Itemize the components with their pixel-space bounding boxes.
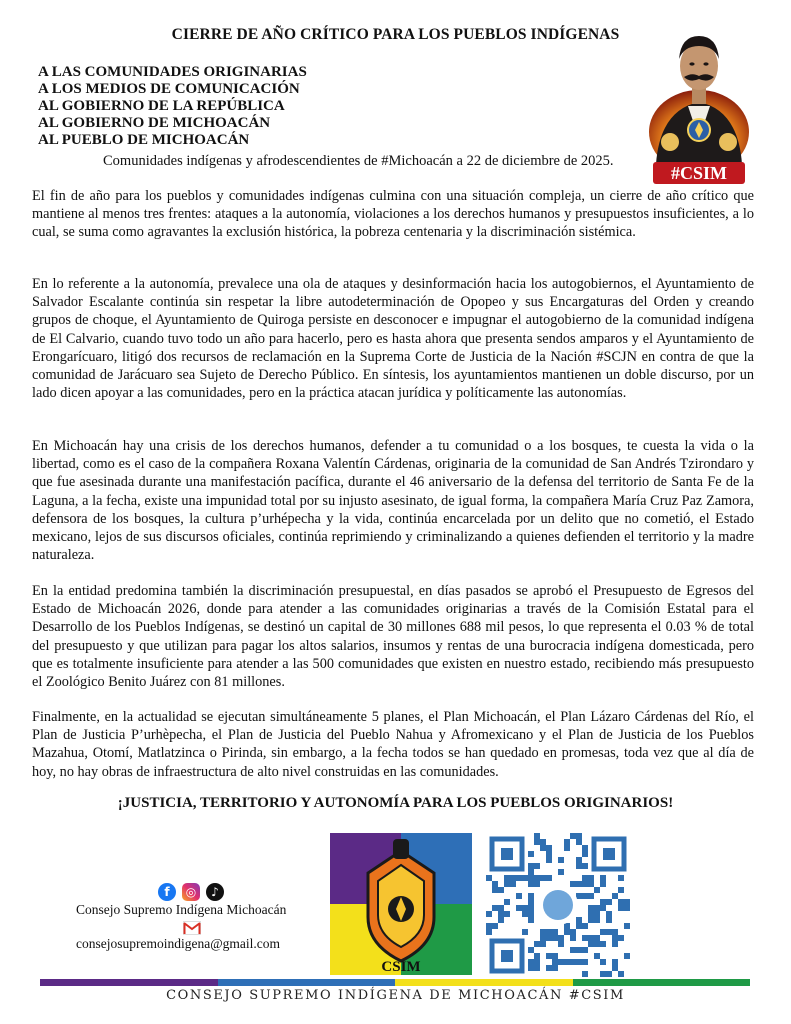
addressee-line: A LAS COMUNIDADES ORIGINARIAS (38, 64, 307, 80)
qr-cell (510, 881, 516, 887)
qr-cell (546, 845, 552, 851)
raised-fist-icon (393, 839, 409, 859)
qr-cell (546, 929, 552, 935)
qr-cell (564, 923, 570, 929)
qr-cell (528, 947, 534, 953)
qr-cell (528, 893, 534, 899)
qr-cell (546, 857, 552, 863)
qr-cell (498, 917, 504, 923)
qr-cell (600, 905, 606, 911)
qr-cell (540, 845, 546, 851)
qr-cell (570, 935, 576, 941)
qr-cell (588, 881, 594, 887)
qr-cell (594, 935, 600, 941)
qr-cell (570, 947, 576, 953)
qr-cell (528, 863, 534, 869)
qr-cell (528, 869, 534, 875)
qr-cell (552, 965, 558, 971)
qr-cell (606, 917, 612, 923)
qr-cell (618, 875, 624, 881)
document-title: CIERRE DE AÑO CRÍTICO PARA LOS PUEBLOS INDÍGENAS (171, 26, 620, 43)
qr-cell (534, 839, 540, 845)
qr-cell (504, 881, 510, 887)
paragraph: En lo referente a la autonomía, prevalece una ola de ataques y desinformación hacia los autogobiernos, el Ayuntamiento de Salvador Escalante continúa sin respetar la libre autodeterminación de Opopeo y sus Encargaturas del Orden y creando grupos de choque, el Ayuntamiento de Quiroga persiste en desconocer e impugnar el autogobierno de la comunidad indígena de El Calvario, cuando tuvo todo un año para hacerlo, pero es hasta ahora que presenta sendos amparos y el Ayuntamiento de Erongarícuaro, litigó dos recursos de reclamación en la Suprema Corte de Justicia de la Nación #SCJN en contra de que la comunidad de Jarácuaro sea Sujeto de Derecho Público. En síntesis, los ayuntamientos mantienen un doble discurso, por un lado dicen apoyar a las comunidades, pero en la práctica atacan jurídica y políticamente las autonomías. (32, 276, 754, 402)
qr-cell (582, 863, 588, 869)
qr-cell (582, 845, 588, 851)
qr-cell (486, 875, 492, 881)
qr-cell (618, 905, 624, 911)
qr-cell (600, 929, 606, 935)
tiktok-icon[interactable]: ♪ (206, 883, 224, 901)
facebook-icon[interactable]: f (158, 883, 176, 901)
qr-cell (582, 851, 588, 857)
flag-label: CSIM (381, 959, 421, 975)
qr-cell (522, 911, 528, 917)
qr-cell (558, 857, 564, 863)
qr-cell (624, 953, 630, 959)
qr-cell (600, 899, 606, 905)
qr-cell (576, 833, 582, 839)
qr-cell (594, 953, 600, 959)
qr-cell (588, 917, 594, 923)
qr-cell (570, 929, 576, 935)
qr-cell (588, 911, 594, 917)
qr-cell (522, 905, 528, 911)
qr-cell (582, 923, 588, 929)
qr-cell (618, 887, 624, 893)
slogan: ¡JUSTICIA, TERRITORIO Y AUTONOMÍA PARA LOS PUEBLOS ORIGINARIOS! (117, 795, 674, 811)
qr-cell (486, 911, 492, 917)
dateline: Comunidades indígenas y afrodescendientes de #Michoacán a 22 de diciembre de 2025. (103, 153, 614, 169)
gmail-icon (183, 921, 201, 935)
qr-cell (564, 845, 570, 851)
portrait-badge-text: #CSIM (670, 163, 728, 183)
qr-cell (594, 917, 600, 923)
qr-cell (552, 959, 558, 965)
qr-cell (612, 893, 618, 899)
csim-flag-logo (330, 833, 472, 975)
qr-cell (600, 881, 606, 887)
qr-cell (534, 965, 540, 971)
addressee-line: AL GOBIERNO DE LA REPÚBLICA (38, 98, 285, 114)
qr-cell (618, 935, 624, 941)
qr-cell (486, 923, 492, 929)
qr-cell (624, 905, 630, 911)
qr-cell (522, 929, 528, 935)
qr-cell (534, 875, 540, 881)
qr-cell (540, 941, 546, 947)
qr-cell (606, 929, 612, 935)
qr-cell (564, 959, 570, 965)
qr-cell (546, 953, 552, 959)
qr-cell (612, 935, 618, 941)
qr-cell (582, 935, 588, 941)
qr-cell (540, 875, 546, 881)
qr-cell (594, 905, 600, 911)
qr-cell (534, 941, 540, 947)
qr-cell (534, 953, 540, 959)
qr-cell (612, 959, 618, 965)
qr-cell (558, 869, 564, 875)
shield-emblem-icon (330, 833, 472, 975)
qr-cell (498, 905, 504, 911)
addressee-line: AL PUEBLO DE MICHOACÁN (38, 132, 250, 148)
qr-cell (534, 881, 540, 887)
qr-cell (492, 881, 498, 887)
footer-text: CONSEJO SUPREMO INDÍGENA DE MICHOACÁN #CSIM (166, 988, 625, 1003)
qr-cell (546, 875, 552, 881)
qr-cell (522, 875, 528, 881)
qr-cell (540, 839, 546, 845)
qr-cell (570, 833, 576, 839)
qr-cell (612, 965, 618, 971)
qr-cell (564, 839, 570, 845)
qr-cell (576, 917, 582, 923)
qr-cell (486, 929, 492, 935)
qr-cell (582, 959, 588, 965)
qr-cell (576, 863, 582, 869)
qr-cell (558, 941, 564, 947)
qr-cell (564, 929, 570, 935)
contact-email[interactable]: consejosupremoindigena@gmail.com (76, 936, 281, 951)
qr-cell (582, 947, 588, 953)
addressee-line: AL GOBIERNO DE MICHOACÁN (38, 115, 271, 131)
qr-cell (582, 971, 588, 977)
qr-cell (606, 899, 612, 905)
qr-cell (558, 959, 564, 965)
qr-cell (552, 935, 558, 941)
qr-cell (516, 905, 522, 911)
qr-cell (516, 893, 522, 899)
qr-cell (492, 923, 498, 929)
qr-cell (582, 881, 588, 887)
qr-cell (600, 959, 606, 965)
paragraph: El fin de año para los pueblos y comunidades indígenas culmina con una situación compleja, un cierre de año crítico que mantiene al menos tres frentes: ataques a la autonomía, violaciones a los derechos humanos y presupuestos insuficientes, a lo cual, se suma como agravantes la exclusión histórica, la pobreza centenaria y la discriminación sistémica. (32, 188, 754, 241)
qr-cell (504, 911, 510, 917)
qr-cell (546, 851, 552, 857)
qr-cell (504, 899, 510, 905)
qr-cell (492, 887, 498, 893)
qr-cell (588, 935, 594, 941)
qr-cell (534, 833, 540, 839)
qr-cell (576, 881, 582, 887)
qr-cell (528, 875, 534, 881)
qr-cell (606, 971, 612, 977)
qr-cell (540, 935, 546, 941)
qr-cell (504, 875, 510, 881)
org-name: Consejo Supremo Indígena Michoacán (76, 902, 287, 917)
qr-cell (528, 959, 534, 965)
qr-cell (576, 839, 582, 845)
qr-cell (516, 875, 522, 881)
qr-cell (576, 959, 582, 965)
paragraph: En Michoacán hay una crisis de los derechos humanos, defender a tu comunidad o a los bosques, te cuesta la vida o la libertad, como es el caso de la compañera Roxana Valentín Cárdenas, originaria de la comunidad de San Andrés Tzirondaro y que fue asesinada durante una manifestación pacífica, durante el 46 aniversario de la defensa del territorio de Santa Fe de la Laguna, a la fecha, existe una impunidad total por su injusto asesinato, de igual forma, la compañera María Cruz Paz Zamora, defensora de los bosques, la cultura p’urhépecha y la vida, continúa encarcelada por un delito que no cometió, el Estado mexicano, lejos de sus discursos oficiales, continúa reprimiendo y criminalizando a quienes defienden el territorio y la madre naturaleza. (32, 438, 754, 564)
qr-cell (570, 881, 576, 887)
qr-cell (528, 881, 534, 887)
qr-cell (534, 863, 540, 869)
paragraph: En la entidad predomina también la discriminación presupuestal, en días pasados se aprobó el Presupuesto de Egresos del Estado de Michoacán 2026, donde para atender a las comunidades originarias a través de la Comisión Estatal para el Desarrollo de los Pueblos Indígenas, se destinó un capital de 30 millones 688 mil pesos, lo que representa el 0.03 % de total del presupuesto y que utilizan para pagar los altos salarios, insumos y rentas de una burocracia indígena domesticada, pero que es totalmente insuficiente para atender a las 500 comunidades que existen en nuestro estado, recibiendo más presupuesto el Zoológico Benito Juárez con 81 millones. (32, 583, 754, 691)
qr-cell (528, 911, 534, 917)
qr-cell (492, 905, 498, 911)
qr-cell (552, 929, 558, 935)
qr-cell (546, 935, 552, 941)
paragraph: Finalmente, en la actualidad se ejecutan simultáneamente 5 planes, el Plan Michoacán, el Plan Lázaro Cárdenas del Río, el Plan de Justicia P’urhèpecha, el Plan de Justicia del Pueblo Nahua y Afromexicano y el Plan de Justicia de los Pueblos Mazahua, Otomí, Matlatzinca o Pirinda, sin embargo, a la fecha todos se han quedado en promesas, toda vez que al día de hoy, no hay obras de infraestructura de alto nivel construidas en las comunidades. (32, 709, 754, 780)
qr-cell (510, 875, 516, 881)
qr-cell (594, 941, 600, 947)
qr-cell (582, 893, 588, 899)
social-icons (158, 883, 224, 901)
qr-cell (528, 917, 534, 923)
qr-cell (618, 971, 624, 977)
qr-cell (606, 911, 612, 917)
qr-cell (528, 899, 534, 905)
footer-color-bar (40, 979, 750, 986)
qr-cell (588, 893, 594, 899)
instagram-icon[interactable]: ◎ (182, 883, 200, 901)
qr-code[interactable] (486, 833, 630, 977)
qr-cell (588, 941, 594, 947)
qr-cell (570, 959, 576, 965)
addressee-list (38, 64, 307, 149)
qr-cell (600, 875, 606, 881)
qr-cell (612, 929, 618, 935)
emblem-icon (543, 890, 573, 920)
qr-cell (594, 911, 600, 917)
qr-cell (612, 941, 618, 947)
qr-cell (594, 887, 600, 893)
qr-cell (576, 893, 582, 899)
qr-cell (498, 911, 504, 917)
qr-cell (624, 899, 630, 905)
qr-cell (528, 965, 534, 971)
qr-cell (498, 887, 504, 893)
qr-cell (576, 923, 582, 929)
qr-cell (540, 929, 546, 935)
addressee-line: A LOS MEDIOS DE COMUNICACIÓN (38, 81, 300, 97)
qr-cell (576, 947, 582, 953)
qr-cell (600, 941, 606, 947)
qr-cell (552, 953, 558, 959)
qr-cell (588, 905, 594, 911)
qr-cell (600, 971, 606, 977)
qr-cell (558, 935, 564, 941)
qr-cell (528, 851, 534, 857)
qr-cell (528, 905, 534, 911)
qr-cell (582, 875, 588, 881)
qr-cell (588, 875, 594, 881)
qr-cell (546, 965, 552, 971)
qr-cell (534, 959, 540, 965)
qr-cell (576, 857, 582, 863)
qr-cell (618, 899, 624, 905)
portrait-illustration (648, 14, 750, 186)
qr-cell (624, 923, 630, 929)
